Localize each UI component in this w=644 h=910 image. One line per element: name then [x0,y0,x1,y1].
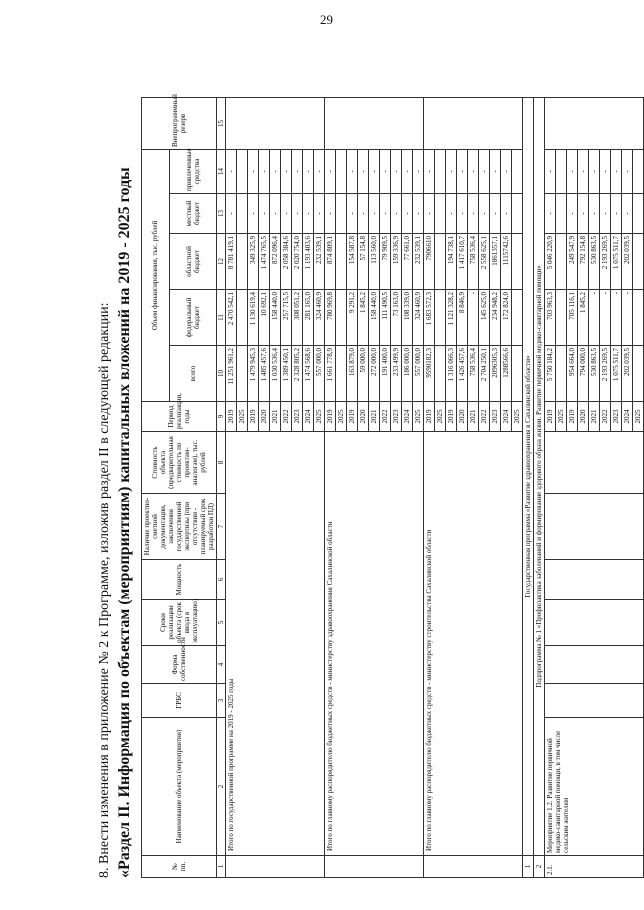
local-cell: - [490,194,501,234]
period-cell: 2024 [622,402,633,432]
federal-cell: 705 116,1 [567,290,578,346]
total-cell: 233 499,9 [391,346,402,402]
regional-cell: 1 075 511,7 [611,234,622,290]
other-cell: - [248,149,259,193]
other-cell: - [369,149,380,193]
regional-cell [237,234,248,290]
header-deadline: Сроки реализации объекта (срок ввода в эксплуатацию) [142,600,217,646]
other-cell [435,149,446,193]
regional-cell: 1115742,6 [501,234,512,290]
regional-cell: 154 587,8 [347,234,358,290]
period-cell: 2019 [446,402,457,432]
other-cell [512,149,523,193]
period-cell: 2021 [270,402,281,432]
total-cell: 202 039,5 [622,346,633,402]
column-index-cell: 13 [217,194,226,234]
period-cell: 2019 [567,402,578,432]
period-cell: 2025 [314,402,325,432]
total-cell: 186 000,0 [402,346,413,402]
capital-investments-table [141,94,644,878]
local-cell: - [589,194,600,234]
item-empty-cell [545,560,644,600]
other-cell [237,149,248,193]
local-cell [633,194,644,234]
period-cell: 2023 [391,402,402,432]
block-num-cell [424,856,523,878]
local-cell: - [600,194,611,234]
federal-cell: 158 440,0 [369,290,380,346]
header-period: Период реализации, годы [142,402,217,432]
local-cell [556,194,567,234]
federal-cell: 234 948,2 [490,290,501,346]
header-power: Мощность [142,560,217,600]
header-cost: Стоимость объекта (предварительная стоимость по проектам-аналогам), тыс. рублей [142,432,217,494]
block-label: Итого по главному распорядителю бюджетных средств - министерству строительства Сахалинской области [424,432,523,856]
other-cell: - [446,149,457,193]
period-cell: 2020 [578,402,589,432]
period-cell: 2020 [259,402,270,432]
total-cell: 794 000,0 [578,346,589,402]
block-num-cell [325,856,424,878]
regional-cell: 1 193 403,6 [303,234,314,290]
column-index-cell: 2 [217,718,226,856]
regional-cell: 2 193 269,5 [600,234,611,290]
total-cell [512,346,523,402]
other-cell: - [611,149,622,193]
period-cell: 2025 [633,402,644,432]
regional-cell: 792 154,8 [578,234,589,290]
regional-cell: 1861357,1 [490,234,501,290]
local-cell: - [248,194,259,234]
local-cell: - [479,194,490,234]
table-row [534,97,545,877]
block-num-cell [226,856,325,878]
federal-cell [556,290,567,346]
federal-cell: 1 683 572,3 [424,290,435,346]
block-label: Итого по главному распорядителю бюджетных средств - министерству здравоохранения Сахалинской области [325,432,424,856]
federal-cell: 108 339,0 [402,290,413,346]
other-cell: - [347,149,358,193]
item-empty-cell [545,684,644,718]
item-empty-cell [545,600,644,646]
column-index-cell: 12 [217,234,226,290]
local-cell [237,194,248,234]
total-cell: 1 030 536,4 [270,346,281,402]
federal-cell: 111 490,5 [380,290,391,346]
item-empty-cell [545,646,644,684]
total-cell: 2 328 805,2 [292,346,303,402]
period-cell: 2024 [402,402,413,432]
column-index-cell: 4 [217,646,226,684]
local-cell: - [545,194,556,234]
row-index-cell: 2 [534,856,545,878]
other-cell: - [259,149,270,193]
period-cell: 2019 [424,402,435,432]
period-cell: 2021 [589,402,600,432]
federal-cell: 1 845,2 [358,290,369,346]
period-cell: 2021 [369,402,380,432]
other-cell: - [303,149,314,193]
header-row-1 [142,97,170,877]
total-cell: 11 251 961,2 [226,346,237,402]
other-cell: - [567,149,578,193]
federal-cell: 10 692,1 [259,290,270,346]
period-cell: 2021 [468,402,479,432]
total-cell: 1 661 778,9 [325,346,336,402]
column-index-cell: 6 [217,560,226,600]
federal-cell: 2 470 542,1 [226,290,237,346]
header-form: Форма собственности [142,646,217,684]
other-cell: - [457,149,468,193]
federal-cell: 1 121 328,2 [446,290,457,346]
item-empty-cell [545,494,644,560]
total-cell: 2096305,3 [490,346,501,402]
total-cell [336,346,347,402]
column-index-cell: 9 [217,402,226,432]
regional-cell: 872 096,4 [270,234,281,290]
local-cell: - [259,194,270,234]
local-cell: - [457,194,468,234]
regional-cell: 7906610 [424,234,435,290]
regional-cell [512,234,523,290]
total-cell: 1 479 945,3 [248,346,259,402]
other-cell: - [292,149,303,193]
other-cell: - [490,149,501,193]
other-cell [336,149,347,193]
local-cell: - [270,194,281,234]
federal-cell: 780 969,8 [325,290,336,346]
local-cell: - [402,194,413,234]
header-total: всего [169,346,217,402]
regional-cell: 77 661,0 [402,234,413,290]
table-body [226,97,644,877]
block-label: Итого по государственной программе на 2019 - 2025 годы [226,432,325,856]
non-program-cell [545,97,644,149]
subprogram-title: Подпрограмма № 1 «Профилактика заболеваний и формирование здорового образа жизни. Развитие первичной медико-санитарной помощи» [534,97,545,855]
header-finance-group: Объем финансирования, тыс. рублей [142,149,170,401]
period-cell: 2022 [281,402,292,432]
period-cell: 2019 [545,402,556,432]
other-cell: - [600,149,611,193]
federal-cell: 324 460,9 [413,290,424,346]
total-cell: 272 000,0 [369,346,380,402]
period-cell: 2025 [435,402,446,432]
period-cell: 2022 [380,402,391,432]
period-cell: 2025 [237,402,248,432]
other-cell: - [402,149,413,193]
regional-cell: 232 539,1 [314,234,325,290]
period-cell: 2024 [501,402,512,432]
total-cell: 1 474 568,6 [303,346,314,402]
other-cell: - [589,149,600,193]
federal-cell: 158 440,0 [270,290,281,346]
column-index-cell: 7 [217,494,226,560]
total-cell [633,346,644,402]
local-cell: - [292,194,303,234]
total-cell: 59 000,0 [358,346,369,402]
total-cell: 1 316 066,3 [446,346,457,402]
table-row [545,97,556,877]
regional-cell [435,234,446,290]
federal-cell: 324 460,9 [314,290,325,346]
table-row [523,97,534,877]
total-cell: 163 879,0 [347,346,358,402]
federal-cell: - [589,290,600,346]
regional-cell: 2 558 625,1 [479,234,490,290]
federal-cell [237,290,248,346]
federal-cell: 73 163,0 [391,290,402,346]
total-cell: 557 000,0 [413,346,424,402]
regional-cell: 1 474 765,5 [259,234,270,290]
header-non-program: Внепрограммный резерв [142,97,217,149]
federal-cell [512,290,523,346]
table-row [325,97,336,877]
federal-cell: 1 845,2 [578,290,589,346]
federal-cell [336,290,347,346]
regional-cell: 349 325,9 [248,234,259,290]
other-cell: - [380,149,391,193]
header-num: № пп. [142,856,217,878]
local-cell: - [413,194,424,234]
total-cell: 1 075 511,7 [611,346,622,402]
other-cell [633,149,644,193]
rotated-page-content [96,94,642,878]
local-cell: - [314,194,325,234]
period-cell: 2023 [611,402,622,432]
section-title: «Раздел II. Информация по объектам (мероприятиям) капитальных вложений на 2019 - 2025 годы [116,167,133,878]
local-cell: - [347,194,358,234]
column-index-cell: 10 [217,346,226,402]
local-cell: - [424,194,435,234]
period-cell: 2024 [303,402,314,432]
regional-cell: 2 058 384,6 [281,234,292,290]
header-federal: федеральный бюджет [169,290,217,346]
period-cell: 2025 [413,402,424,432]
other-cell [556,149,567,193]
federal-cell: 172 824,0 [501,290,512,346]
local-cell: - [358,194,369,234]
other-cell: - [270,149,281,193]
column-index-cell: 8 [217,432,226,494]
local-cell: - [380,194,391,234]
total-cell: 1 389 450,1 [281,346,292,402]
federal-cell [435,290,446,346]
other-cell: - [468,149,479,193]
other-cell: - [424,149,435,193]
federal-cell: - [622,290,633,346]
page-number: 29 [320,12,333,27]
regional-cell: 5 046 220,9 [545,234,556,290]
federal-cell: 8 846,9 [457,290,468,346]
federal-cell: - [611,290,622,346]
other-cell: - [545,149,556,193]
regional-cell: 8 781 419,1 [226,234,237,290]
local-cell: - [303,194,314,234]
total-cell: 758 536,4 [468,346,479,402]
period-cell: 2023 [490,402,501,432]
other-cell: - [622,149,633,193]
local-cell: - [567,194,578,234]
non-program-cell [226,97,325,149]
federal-cell: 9 291,2 [347,290,358,346]
regional-cell: 2 020 754,0 [292,234,303,290]
period-cell: 2022 [600,402,611,432]
period-cell: 2019 [248,402,259,432]
regional-cell [556,234,567,290]
regional-cell: 874 809,1 [325,234,336,290]
regional-cell [336,234,347,290]
total-cell: 1 485 457,6 [259,346,270,402]
other-cell: - [501,149,512,193]
total-cell: 557 000,0 [314,346,325,402]
regional-cell [633,234,644,290]
local-cell: - [226,194,237,234]
header-local: местный бюджет [169,194,217,234]
total-cell: 2 704 250,1 [479,346,490,402]
item-empty-cell [545,432,644,494]
total-cell: 530 863,5 [589,346,600,402]
column-index-cell: 11 [217,290,226,346]
regional-cell: 232 539,1 [413,234,424,290]
period-cell: 2019 [347,402,358,432]
total-cell: 9590182,3 [424,346,435,402]
federal-cell: - [600,290,611,346]
non-program-cell [424,97,523,149]
header-grbs: ГРБС [142,684,217,718]
regional-cell: 79 909,5 [380,234,391,290]
period-cell: 2023 [292,402,303,432]
period-cell: 2025 [336,402,347,432]
regional-cell: 159 336,9 [391,234,402,290]
total-cell: 5 750 184,2 [545,346,556,402]
other-cell: - [391,149,402,193]
local-cell: - [622,194,633,234]
regional-cell: 57 154,8 [358,234,369,290]
column-index-cell: 15 [217,97,226,149]
period-cell: 2025 [512,402,523,432]
total-cell [237,346,248,402]
local-cell: - [501,194,512,234]
regional-cell: 530 863,5 [589,234,600,290]
local-cell: - [468,194,479,234]
other-cell: - [314,149,325,193]
local-cell: - [325,194,336,234]
column-index-cell: 1 [217,856,226,878]
period-cell: 2020 [358,402,369,432]
other-cell: - [325,149,336,193]
regional-cell: 1 417 610,7 [457,234,468,290]
local-cell: - [281,194,292,234]
federal-cell: - [468,290,479,346]
federal-cell: 703 963,3 [545,290,556,346]
regional-cell: 249 547,9 [567,234,578,290]
total-cell: 2 193 269,5 [600,346,611,402]
local-cell [336,194,347,234]
table-row [226,97,237,877]
other-cell: - [413,149,424,193]
period-cell: 2020 [457,402,468,432]
federal-cell: 257 715,5 [281,290,292,346]
other-cell: - [281,149,292,193]
gp-title: Государственная программа «Развитие здравоохранения в Сахалинской области» [523,97,534,855]
other-cell: - [479,149,490,193]
regional-cell: 113 560,0 [369,234,380,290]
column-index-cell: 14 [217,149,226,193]
row-index-cell: 1 [523,856,534,878]
regional-cell: 758 536,4 [468,234,479,290]
period-cell: 2019 [226,402,237,432]
total-cell: 954 664,0 [567,346,578,402]
federal-cell [633,290,644,346]
federal-cell: 1 130 619,4 [248,290,259,346]
total-cell: 191 400,0 [380,346,391,402]
header-name: Наименование объекта (мероприятия) [142,718,217,856]
regional-cell: 202 039,5 [622,234,633,290]
other-cell: - [226,149,237,193]
other-cell: - [358,149,369,193]
non-program-cell [325,97,424,149]
column-index-row [217,97,226,877]
federal-cell: 145 625,0 [479,290,490,346]
total-cell [435,346,446,402]
column-index-cell: 5 [217,600,226,646]
local-cell [512,194,523,234]
local-cell: - [578,194,589,234]
federal-cell: 308 051,2 [292,290,303,346]
total-cell: 1 426 457,6 [457,346,468,402]
period-cell: 2019 [325,402,336,432]
table-row [424,97,435,877]
local-cell [435,194,446,234]
period-cell: 2025 [556,402,567,432]
federal-cell: 281 165,0 [303,290,314,346]
item-num-cell: 2.1. [545,856,644,878]
other-cell: - [578,149,589,193]
header-pir: Наличие проектно-сметной документации, заключения государственной экспертизы (при отсутствии - планируемый срок разработки ПД) [142,494,217,560]
total-cell [556,346,567,402]
header-other: привлеченные средства [169,149,217,193]
period-cell: 2022 [479,402,490,432]
item-name-cell: Мероприятие 1.2. Развитие первичной медико-санитарной помощи, в том числе сельским жителям [545,718,644,856]
total-cell: 1288566,6 [501,346,512,402]
amendment-heading: 8. Внести изменения в приложение № 2 к Программе, изложив раздел II в следующей редакции: [97,302,112,878]
local-cell: - [369,194,380,234]
local-cell: - [391,194,402,234]
regional-cell: 194 738,1 [446,234,457,290]
header-regional: областной бюджет [169,234,217,290]
local-cell: - [611,194,622,234]
local-cell: - [446,194,457,234]
column-index-cell: 3 [217,684,226,718]
